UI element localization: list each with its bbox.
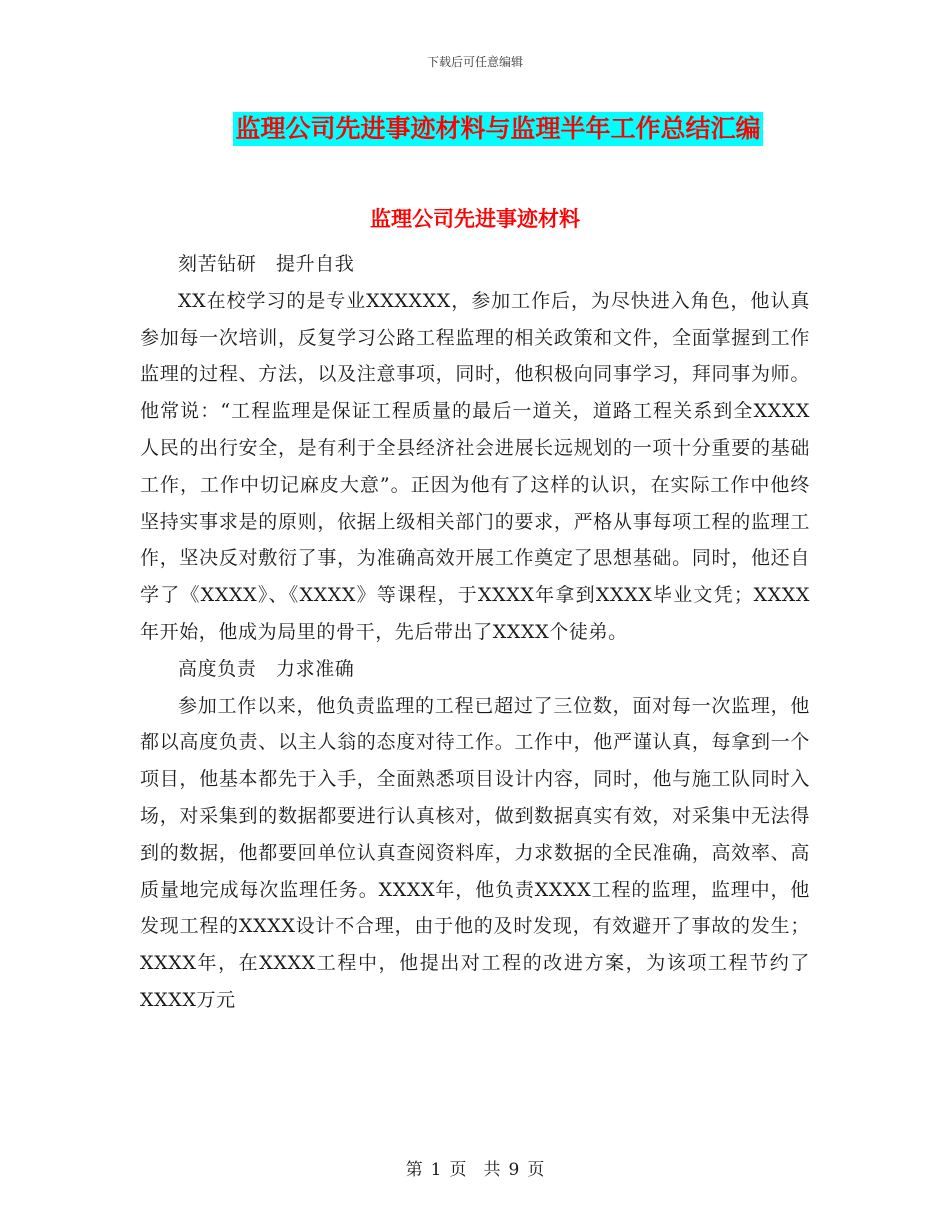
page-footer <box>0 1155 950 1180</box>
footer-total-pages: 9 <box>508 1160 520 1180</box>
paragraph-1: XX在校学习的是专业XXXXXX，参加工作后，为尽快进入角色，他认真参加每一次培训，反复学习公路工程监理的相关政策和文件，全面掌握到工作监理的过程、方法，以及注意事项，同时，他积极向同事学习，拜同事为师。他常说：“工程监理是保证工程质量的最后一道关，道路工程关系到全XXXX人民的出行安全，是有利于全县经济社会进展长远规划的一项十分重要的基础工作，工作中切记麻皮大意”。正因为他有了这样的认识，在实际工作中他终坚持实事求是的原则，依据上级相关部门的要求，严格从事每项工程的监理工作，坚决反对敷衍了事，为准确高效开展工作奠定了思想基础。同时，他还自学了《XXXX》、《XXXX》等课程，于XXXX年拿到XXXX毕业文凭；XXXX年开始，他成为局里的骨干，先后带出了XXXX个徒弟。 <box>140 289 810 643</box>
paragraph-heading-2: 高度负责 力求准确 <box>178 657 355 680</box>
paragraph-heading-1: 刻苦钻研 提升自我 <box>178 253 355 275</box>
section-title: 监理公司先进事迹材料 <box>370 207 580 231</box>
footer-suffix: 页 <box>527 1160 545 1180</box>
footer-middle: 页 共 <box>449 1160 501 1180</box>
header-note: 下载后可任意编辑 <box>426 55 523 69</box>
body-text <box>140 246 810 1019</box>
main-title-container <box>0 112 950 146</box>
footer-page-number: 1 <box>430 1160 442 1180</box>
main-title: 监理公司先进事迹材料与监理半年工作总结汇编 <box>233 112 762 146</box>
paragraph-2: 参加工作以来，他负责监理的工程已超过了三位数，面对每一次监理，他都以高度负责、以主人翁的态度对待工作。工作中，他严谨认真，每拿到一个项目，他基本都先于入手，全面熟悉项目设计内容，同时，他与施工队同时入场，对采集到的数据都要进行认真核对，做到数据真实有效，对采集中无法得到的数据，他都要回单位认真查阅资料库，力求数据的全民准确，高效率、高质量地完成每次监理任务。XXXX年，他负责XXXX工程的监理，监理中，他发现工程的XXXX设计不合理，由于他的及时发现，有效避开了事故的发生；XXXX年，在XXXX工程中，他提出对工程的改进方案，为该项工程节约了XXXX万元 <box>140 694 810 1011</box>
footer-prefix: 第 <box>405 1160 423 1180</box>
